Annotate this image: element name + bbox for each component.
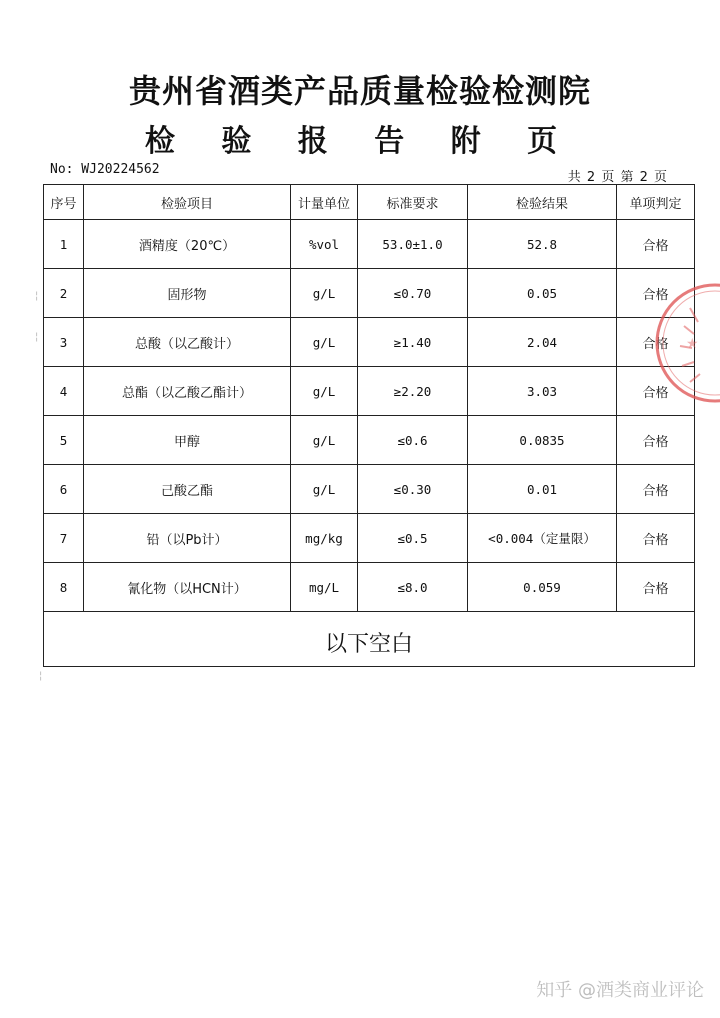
cell-no: 3 xyxy=(44,318,84,367)
margin-mark: ╎ xyxy=(38,672,44,682)
col-header-item: 检验项目 xyxy=(84,185,291,220)
col-header-judgment: 单项判定 xyxy=(617,185,695,220)
cell-result: 0.01 xyxy=(468,465,617,514)
blank-note-row xyxy=(44,612,695,667)
cell-standard: ≤0.30 xyxy=(358,465,468,514)
cell-item: 己酸乙酯 xyxy=(84,465,291,514)
cell-no: 2 xyxy=(44,269,84,318)
cell-result: 0.0835 xyxy=(468,416,617,465)
cell-unit: g/L xyxy=(291,318,358,367)
cell-unit: g/L xyxy=(291,416,358,465)
watermark: 知乎 @酒类商业评论 xyxy=(536,980,704,1001)
cell-item: 总酯（以乙酸乙酯计） xyxy=(84,367,291,416)
table-header-row xyxy=(44,185,695,220)
cell-unit: g/L xyxy=(291,465,358,514)
cell-judgment: 合格 xyxy=(617,563,695,612)
table-row xyxy=(44,514,695,563)
cell-no: 4 xyxy=(44,367,84,416)
table-row xyxy=(44,367,695,416)
cell-unit: mg/L xyxy=(291,563,358,612)
cell-no: 8 xyxy=(44,563,84,612)
cell-judgment: 合格 xyxy=(617,318,695,367)
table-row xyxy=(44,318,695,367)
table-row xyxy=(44,563,695,612)
official-seal-icon xyxy=(650,278,720,408)
cell-item: 固形物 xyxy=(84,269,291,318)
cell-result: <0.004（定量限） xyxy=(468,514,617,563)
cell-item: 铅（以Pb计） xyxy=(84,514,291,563)
table-row xyxy=(44,269,695,318)
cell-item: 甲醇 xyxy=(84,416,291,465)
table-row xyxy=(44,465,695,514)
cell-unit: mg/kg xyxy=(291,514,358,563)
cell-no: 7 xyxy=(44,514,84,563)
page-count: 共 2 页 第 2 页 xyxy=(567,170,668,185)
cell-standard: ≤0.70 xyxy=(358,269,468,318)
table-row xyxy=(44,416,695,465)
report-number: No: WJ20224562 xyxy=(50,162,160,177)
cell-item: 酒精度（20℃） xyxy=(84,220,291,269)
margin-mark: ╎ xyxy=(34,292,40,302)
cell-judgment: 合格 xyxy=(617,514,695,563)
report-title: 贵州省酒类产品质量检验检测院 xyxy=(128,72,591,110)
cell-no: 6 xyxy=(44,465,84,514)
cell-standard: ≤0.5 xyxy=(358,514,468,563)
blank-note: 以下空白 xyxy=(44,612,695,667)
cell-judgment: 合格 xyxy=(617,269,695,318)
cell-standard: ≥1.40 xyxy=(358,318,468,367)
cell-result: 2.04 xyxy=(468,318,617,367)
margin-mark: ╎ xyxy=(34,333,40,343)
cell-unit: g/L xyxy=(291,269,358,318)
col-header-result: 检验结果 xyxy=(468,185,617,220)
cell-result: 0.05 xyxy=(468,269,617,318)
cell-no: 5 xyxy=(44,416,84,465)
cell-standard: ≤0.6 xyxy=(358,416,468,465)
col-header-no: 序号 xyxy=(44,185,84,220)
col-header-standard: 标准要求 xyxy=(358,185,468,220)
cell-standard: 53.0±1.0 xyxy=(358,220,468,269)
cell-judgment: 合格 xyxy=(617,465,695,514)
cell-unit: %vol xyxy=(291,220,358,269)
cell-unit: g/L xyxy=(291,367,358,416)
cell-no: 1 xyxy=(44,220,84,269)
cell-judgment: 合格 xyxy=(617,416,695,465)
cell-item: 总酸（以乙酸计） xyxy=(84,318,291,367)
cell-item: 氰化物（以HCN计） xyxy=(84,563,291,612)
col-header-unit: 计量单位 xyxy=(291,185,358,220)
svg-text:★: ★ xyxy=(686,336,699,352)
cell-result: 52.8 xyxy=(468,220,617,269)
cell-standard: ≤8.0 xyxy=(358,563,468,612)
cell-judgment: 合格 xyxy=(617,367,695,416)
cell-result: 0.059 xyxy=(468,563,617,612)
cell-judgment: 合格 xyxy=(617,220,695,269)
report-subtitle: 检 验 报 告 附 页 xyxy=(144,124,576,159)
cell-result: 3.03 xyxy=(468,367,617,416)
inspection-table xyxy=(43,184,695,667)
table-row xyxy=(44,220,695,269)
cell-standard: ≥2.20 xyxy=(358,367,468,416)
